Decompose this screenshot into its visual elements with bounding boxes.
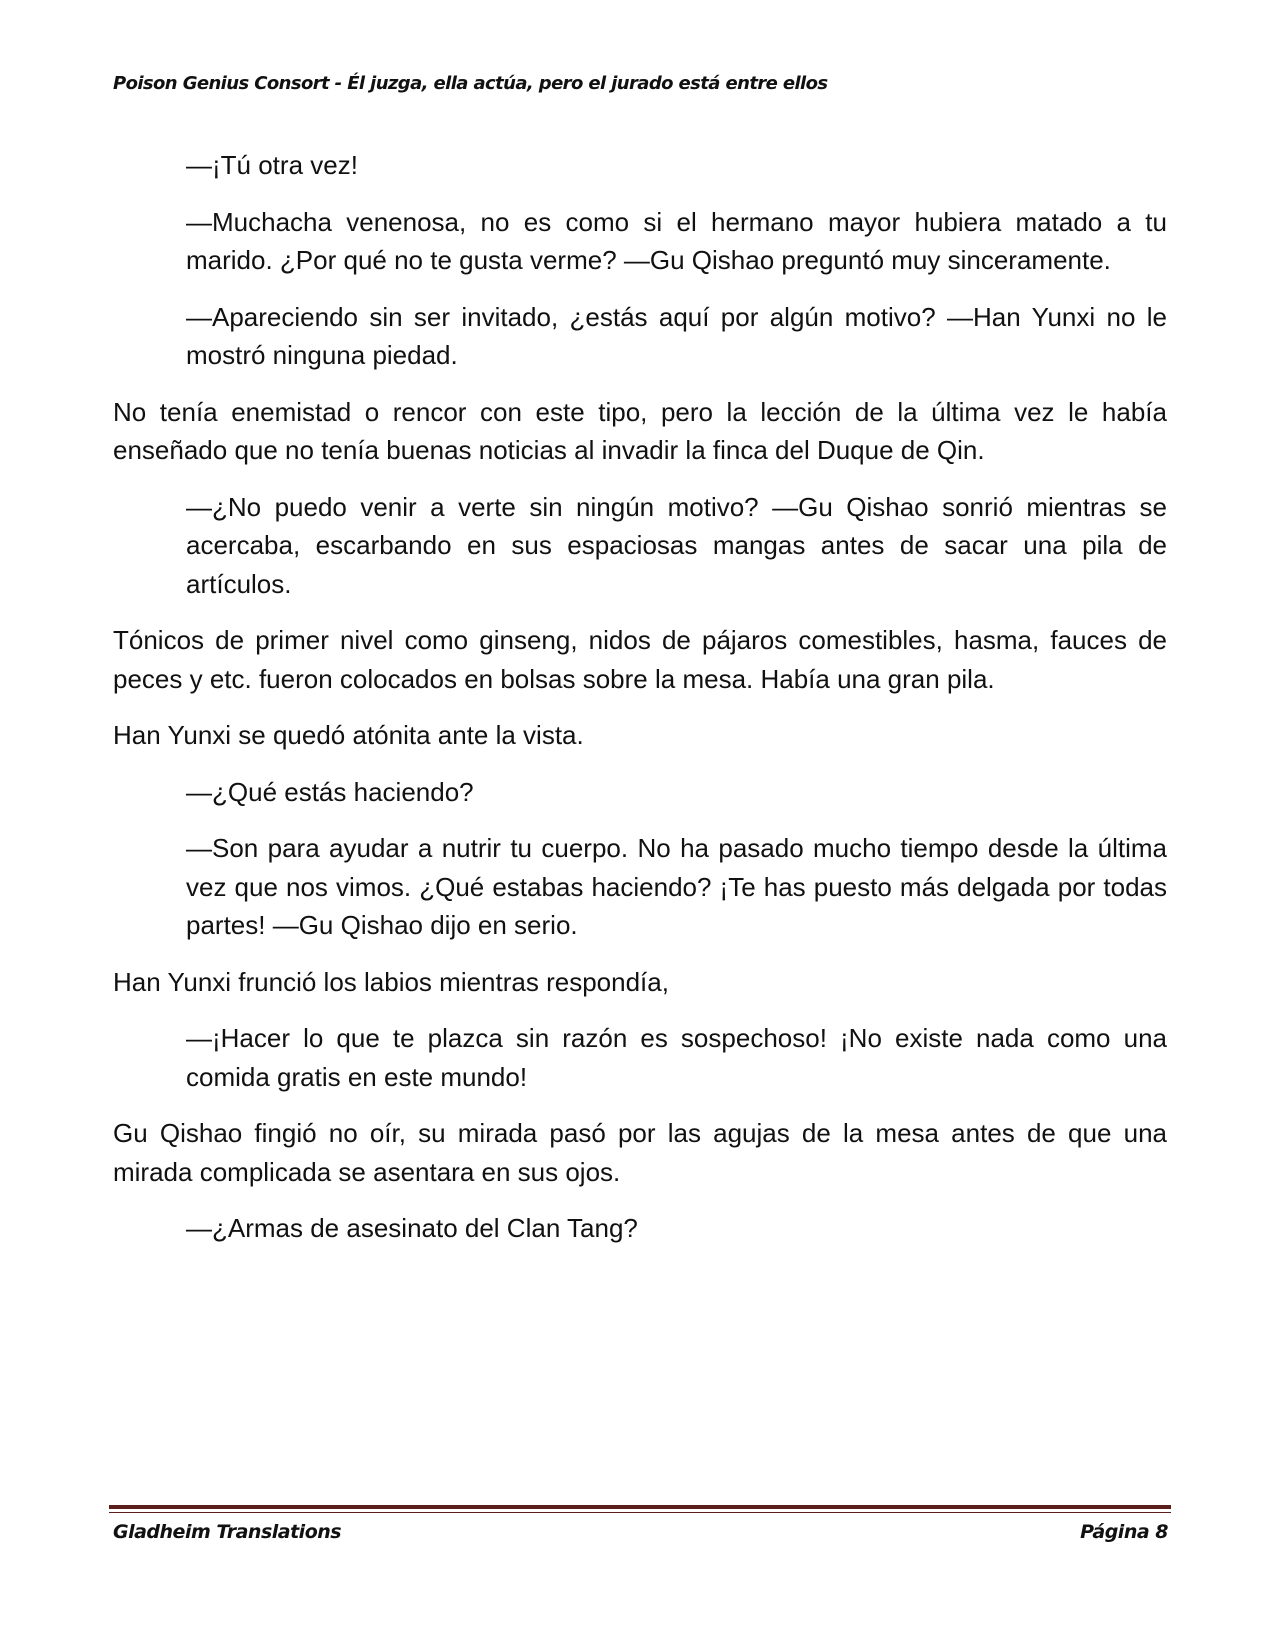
dialog-paragraph: —¿Qué estás haciendo? xyxy=(186,776,474,807)
footer-rule-thin xyxy=(109,1512,1171,1513)
dialog-paragraph: —¡Hacer lo que te plazca sin razón es sospechoso! ¡No existe nada como una comida gratis en este mundo! xyxy=(186,1023,1167,1092)
narrative-paragraph: Han Yunxi frunció los labios mientras respondía, xyxy=(113,966,669,997)
body-text xyxy=(113,146,1167,1266)
dialog-paragraph: —¡Tú otra vez! xyxy=(186,150,358,180)
dialog-paragraph: —¿Armas de asesinato del Clan Tang? xyxy=(186,1213,638,1243)
narrative-paragraph: No tenía enemistad o rencor con este tipo, pero la lección de la última vez le había enseñado que no tenía buenas noticias al invadir la finca del Duque de Qin. xyxy=(113,396,1167,465)
dialog-paragraph: —Son para ayudar a nutrir tu cuerpo. No ha pasado mucho tiempo desde la última vez que nos vimos. ¿Qué estabas haciendo? ¡Te has puesto más delgada por todas partes! —Gu Qishao dijo en serio. xyxy=(186,833,1167,940)
narrative-paragraph: Gu Qishao fingió no oír, su mirada pasó por las agujas de la mesa antes de que una mirada complicada se asentara en sus ojos. xyxy=(113,1118,1167,1187)
footer-rule-thick xyxy=(109,1505,1171,1509)
dialog-paragraph: —¿No puedo venir a verte sin ningún motivo? —Gu Qishao sonrió mientras se acercaba, escarbando en sus espaciosas mangas antes de sacar una pila de artículos. xyxy=(186,491,1167,599)
dialog-paragraph: —Muchacha venenosa, no es como si el hermano mayor hubiera matado a tu marido. ¿Por qué no te gusta verme? —Gu Qishao preguntó muy sinceramente. xyxy=(186,206,1167,275)
page-number: Página 8 xyxy=(1080,1521,1168,1543)
narrative-paragraph: Han Yunxi se quedó atónita ante la vista. xyxy=(113,720,584,750)
running-header: Poison Genius Consort - Él juzga, ella actúa, pero el jurado está entre ellos xyxy=(113,73,828,94)
dialog-paragraph: —Apareciendo sin ser invitado, ¿estás aquí por algún motivo? —Han Yunxi no le mostró ninguna piedad. xyxy=(186,301,1167,370)
narrative-paragraph: Tónicos de primer nivel como ginseng, nidos de pájaros comestibles, hasma, fauces de peces y etc. fueron colocados en bolsas sobre la mesa. Había una gran pila. xyxy=(113,625,1167,694)
footer-publisher: Gladheim Translations xyxy=(113,1521,342,1543)
